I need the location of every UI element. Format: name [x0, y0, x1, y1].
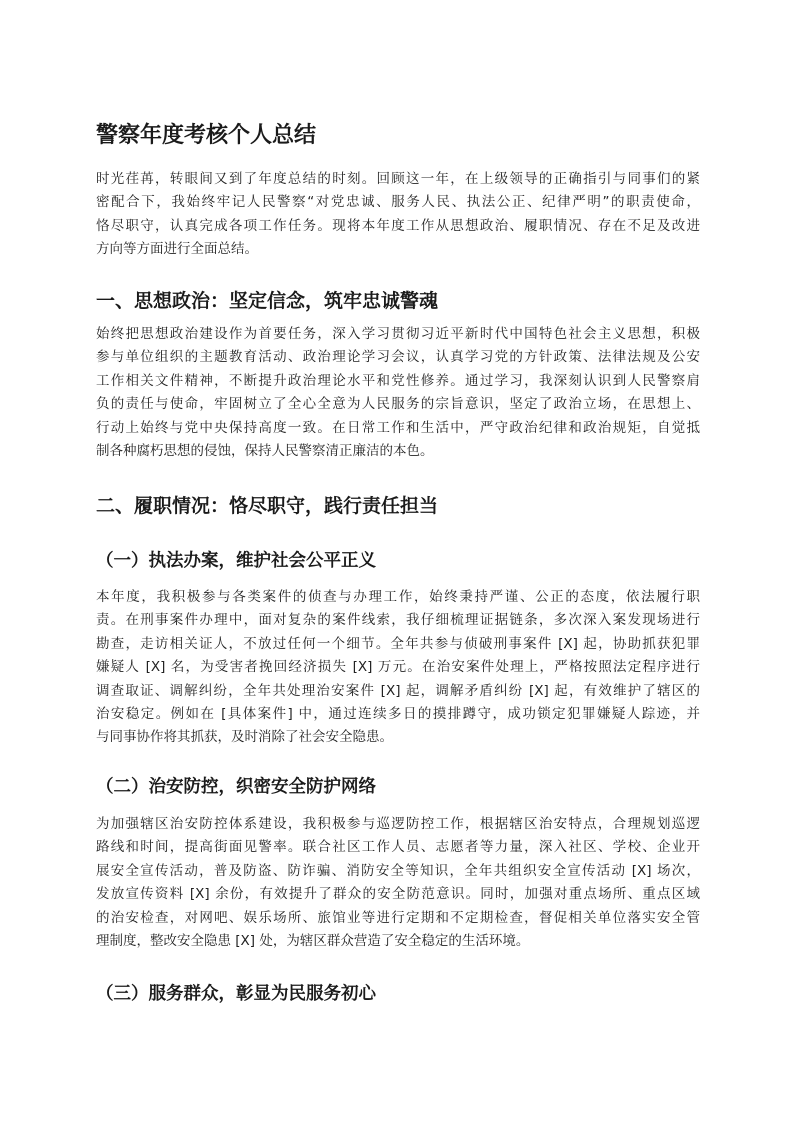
paragraph-line: 勘查，走访相关证人，不放过任何一个细节。全年共参与侦破刑事案件 [X] 起，协助抓获犯罪 — [96, 635, 700, 652]
paragraph-line: 的治安检查，对网吧、娱乐场所、旅馆业等进行定期和不定期检查，督促相关单位落实安全管 — [96, 909, 700, 926]
subsection-heading-public-service: （三）服务群众，彰显为民服务初心 — [96, 984, 376, 1004]
paragraph-line: 行动上始终与党中央保持高度一致。在日常工作和生活中，严守政治纪律和政治规矩，自觉抵 — [96, 419, 700, 436]
paragraph-line: 本年度，我积极参与各类案件的侦查与办理工作，始终秉持严谨、公正的态度，依法履行职 — [96, 589, 700, 605]
intro-line: 恪尽职守，认真完成各项工作任务。现将本年度工作从思想政治、履职情况、存在不足及改进 — [96, 217, 700, 234]
section-heading-ideology: 一、思想政治：坚定信念，筑牢忠诚警魂 — [96, 290, 439, 312]
paragraph-line: 责。在刑事案件办理中，面对复杂的案件线索，我仔细梳理证据链条，多次深入案发现场进行 — [96, 612, 700, 629]
intro-line: 方向等方面进行全面总结。 — [96, 241, 258, 258]
paragraph-line: 工作相关文件精神，不断提升政治理论水平和党性修养。通过学习，我深刻认识到人民警察肩 — [96, 372, 700, 389]
paragraph-line: 始终把思想政治建设作为首要任务，深入学习贯彻习近平新时代中国特色社会主义思想，积极 — [96, 326, 700, 342]
security-patrol-paragraph — [96, 813, 700, 953]
paragraph-line: 为加强辖区治安防控体系建设，我积极参与巡逻防控工作，根据辖区治安特点，合理规划巡逻 — [96, 816, 700, 832]
paragraph-line: 参与单位组织的主题教育活动、政治理论学习会议，认真学习党的方针政策、法律法规及公安 — [96, 349, 700, 366]
subsection-heading-law-enforcement: （一）执法办案，维护社会公平正义 — [96, 551, 376, 571]
paragraph-line: 负的责任与使命，牢固树立了全心全意为人民服务的宗旨意识，坚定了政治立场，在思想上、 — [96, 396, 700, 413]
paragraph-line: 制各种腐朽思想的侵蚀，保持人民警察清正廉洁的本色。 — [96, 442, 434, 459]
document-title: 警察年度考核个人总结 — [96, 123, 317, 148]
intro-line: 密配合下，我始终牢记人民警察“对党忠诚、服务人民、执法公正、纪律严明”的职责使命， — [96, 194, 700, 211]
intro-line: 时光荏苒，转眼间又到了年度总结的时刻。回顾这一年，在上级领导的正确指引与同事们的紧 — [96, 171, 700, 187]
law-enforcement-paragraph — [96, 586, 700, 750]
paragraph-line: 调查取证、调解纠纷，全年共处理治安案件 [X] 起，调解矛盾纠纷 [X] 起，有效维护了辖区的 — [96, 682, 700, 699]
intro-paragraph — [96, 168, 700, 262]
subsection-heading-security-patrol: （二）治安防控，织密安全防护网络 — [96, 777, 376, 797]
paragraph-line: 治安稳定。例如在 [具体案件] 中，通过连续多日的摸排蹲守，成功锁定犯罪嫌疑人踪迹，并 — [96, 705, 700, 722]
section-heading-duties: 二、履职情况：恪尽职守，践行责任担当 — [96, 495, 439, 517]
paragraph-line: 嫌疑人 [X] 名，为受害者挽回经济损失 [X] 万元。在治安案件处理上，严格按照法定程序进行 — [96, 659, 700, 676]
paragraph-line: 与同事协作将其抓获，及时消除了社会安全隐患。 — [96, 729, 393, 746]
paragraph-line: 理制度，整改安全隐患 [X] 处，为辖区群众营造了安全稳定的生活环境。 — [96, 932, 530, 949]
paragraph-line: 展安全宣传活动，普及防盗、防诈骗、消防安全等知识，全年共组织安全宣传活动 [X] 场次， — [96, 862, 700, 879]
ideology-paragraph — [96, 323, 700, 463]
paragraph-line: 发放宣传资料 [X] 余份，有效提升了群众的安全防范意识。同时，加强对重点场所、重点区域 — [96, 886, 700, 903]
paragraph-line: 路线和时间，提高街面见警率。联合社区工作人员、志愿者等力量，深入社区、学校、企业开 — [96, 839, 700, 856]
